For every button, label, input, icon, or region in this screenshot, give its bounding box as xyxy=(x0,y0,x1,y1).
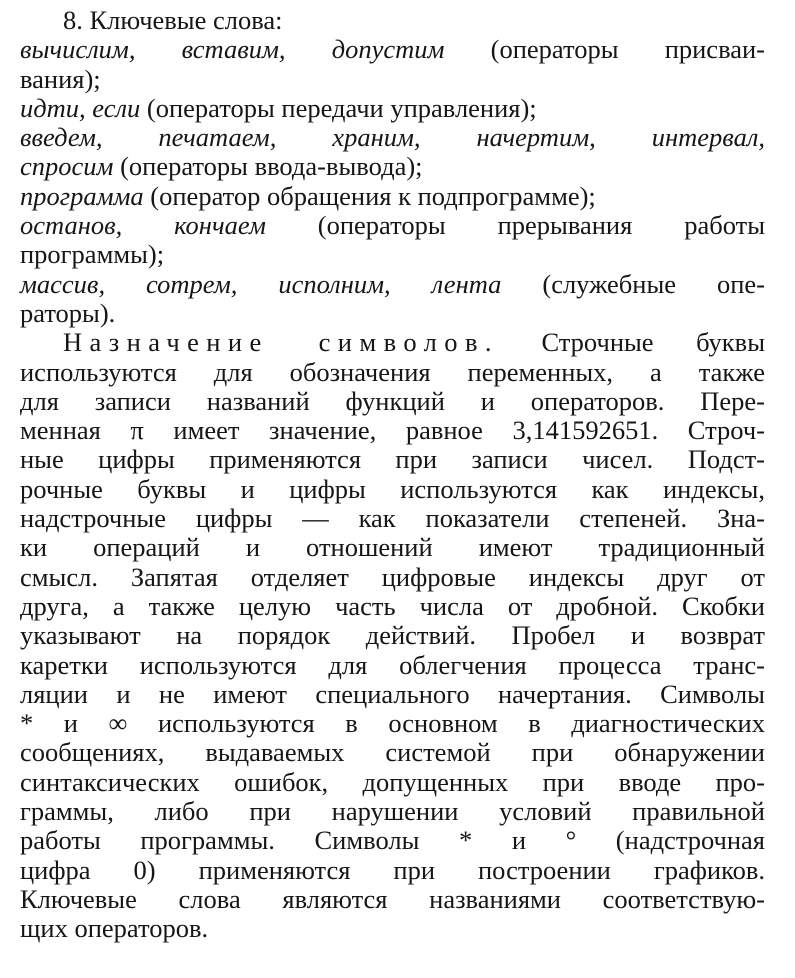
keyword-group-line xyxy=(20,152,765,181)
keyword-description: (операторы присваи- xyxy=(444,34,765,65)
paragraph-line: указывают на порядок действий. Пробел и возврат xyxy=(20,620,765,651)
paragraph-line: цифра 0) применяются при построении графиков. xyxy=(20,854,765,885)
keyword-description: (служебные опе- xyxy=(501,268,765,299)
keyword-description: (операторы прерывания работы xyxy=(265,210,766,241)
symbols-paragraph xyxy=(20,328,765,943)
paragraph-line: смысл. Запятая отделяет цифровые индексы друг от xyxy=(20,561,765,592)
keyword-group-line xyxy=(20,270,765,299)
paragraph-line: Ключевые слова являются названиями соответствую- xyxy=(20,883,765,914)
paragraph-line: синтаксических ошибок, допущенных при вводе про- xyxy=(20,766,765,797)
paragraph-line: каретки используются для облегчения процесса транс- xyxy=(20,649,765,680)
keyword-description: (операторы ввода-вывода); xyxy=(113,151,423,182)
paragraph-line: * и ∞ используются в основном в диагностических xyxy=(20,708,765,739)
paragraph-line: рочные буквы и цифры используются как индексы, xyxy=(20,473,765,504)
keyword-list: программа xyxy=(20,180,144,211)
paragraph-line: используются для обозначения переменных, а также xyxy=(20,356,765,387)
keyword-description: раторы). xyxy=(20,297,116,328)
keyword-description: (операторы передачи управления); xyxy=(140,92,537,123)
paragraph-first-line-text: Строчные буквы xyxy=(498,327,765,358)
keyword-list: вычислим, вставим, допустим xyxy=(20,34,445,65)
keyword-list: останов, кончаем xyxy=(20,210,266,241)
paragraph-line: сообщениях, выдаваемых системой при обнаружении xyxy=(20,737,765,768)
keyword-group-line xyxy=(20,240,765,269)
keyword-list: массив, сотрем, исполним, лента xyxy=(20,268,502,299)
keyword-group-line xyxy=(20,35,765,64)
paragraph-title: Назначение символов. xyxy=(63,327,499,358)
paragraph-line: ляции и не имеют специального начертания. Символы xyxy=(20,678,765,709)
paragraph-line: ные цифры применяются при записи чисел. Подст- xyxy=(20,444,765,475)
keyword-group-line xyxy=(20,299,765,328)
keyword-group-line xyxy=(20,123,765,152)
keyword-group-line xyxy=(20,211,765,240)
keyword-list: спросим xyxy=(20,151,114,182)
paragraph-first-line xyxy=(20,328,765,357)
keywords-section xyxy=(20,6,765,328)
keyword-group-line xyxy=(20,65,765,94)
paragraph-line: ки операций и отношений имеют традиционный xyxy=(20,532,765,563)
keyword-list: введем, печатаем, храним, начертим, интервал, xyxy=(20,122,765,153)
keyword-description: (оператор обращения к подпрограмме); xyxy=(143,180,596,211)
keyword-description: программы); xyxy=(20,239,165,270)
keyword-group-line xyxy=(20,94,765,123)
paragraph-line: щих операторов. xyxy=(20,913,209,944)
keyword-groups xyxy=(20,35,765,328)
paragraph-line: работы программы. Символы * и ° (надстрочная xyxy=(20,825,765,856)
paragraph-line: менная π имеет значение, равное 3,141592651. Строч- xyxy=(20,415,765,446)
paragraph-lines xyxy=(20,358,765,944)
section-heading: 8. Ключевые слова: xyxy=(63,5,283,35)
keyword-description: вания); xyxy=(20,63,101,94)
paragraph-line: надстрочные цифры — как показатели степеней. Зна- xyxy=(20,503,765,534)
paragraph-line: для записи названий функций и операторов. Пере- xyxy=(20,385,765,416)
paragraph-line: граммы, либо при нарушении условий правильной xyxy=(20,796,765,827)
paragraph-line: друга, а также целую часть числа от дробной. Скобки xyxy=(20,590,765,621)
keyword-group-line xyxy=(20,182,765,211)
keyword-list: идти, если xyxy=(20,92,141,123)
